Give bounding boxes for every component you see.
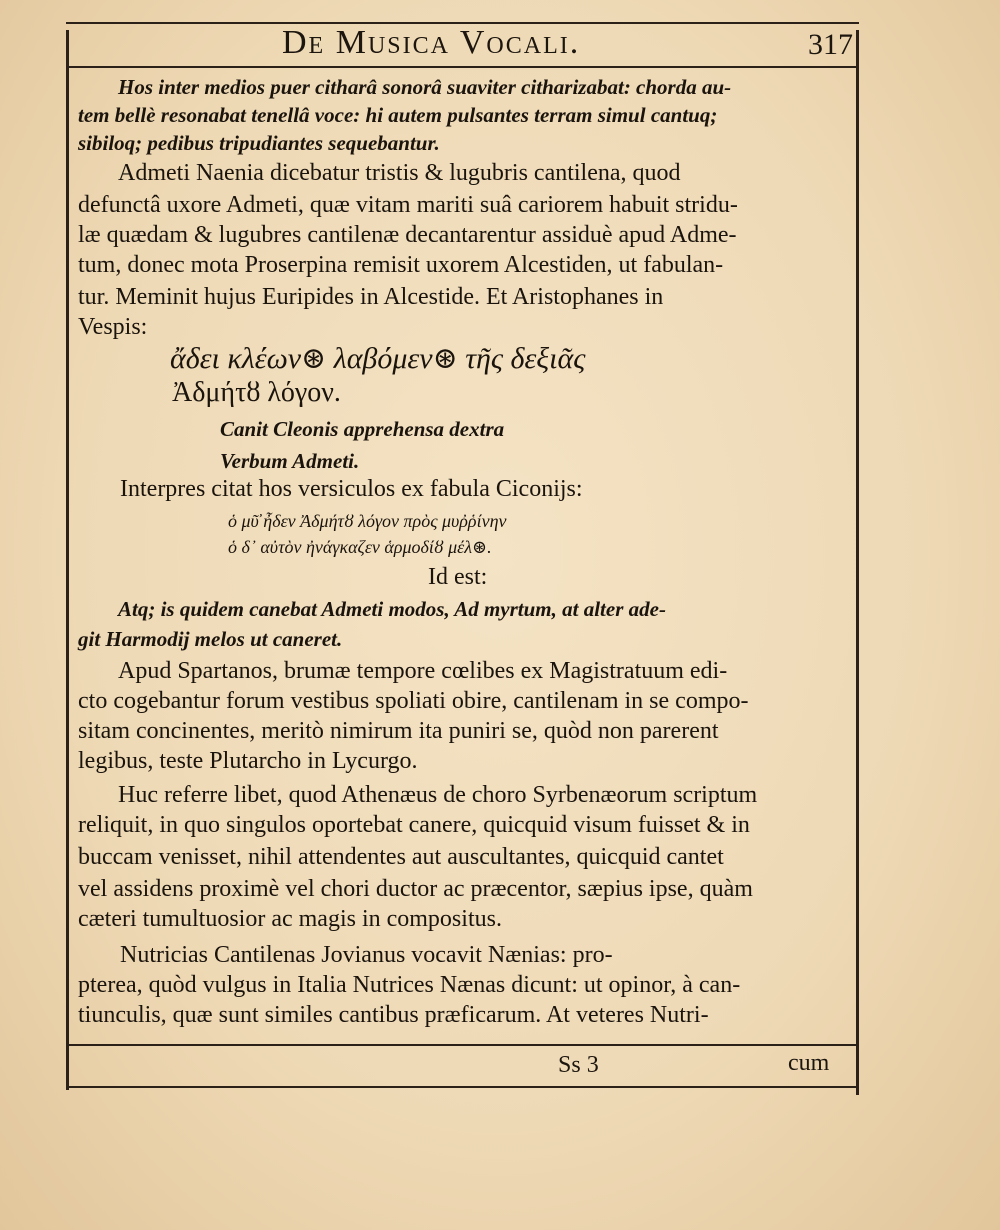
- text-line: tem bellè resonabat tenellâ voce: hi autem pulsantes terram simul cantuq;: [78, 103, 718, 127]
- header-rule: [66, 66, 859, 68]
- text-line: Canit Cleonis apprehensa dextra: [220, 417, 505, 441]
- text-line: git Harmodij melos ut caneret.: [78, 627, 343, 651]
- right-border-rule: [856, 30, 859, 1095]
- text-line: vel assidens proximè vel chori ductor ac præcentor, sæpius ipse, quàm: [78, 876, 753, 902]
- text-line: cæteri tumultuosior ac magis in compositus.: [78, 906, 502, 932]
- text-line: Huc referre libet, quod Athenæus de choro Syrbenæorum scriptum: [118, 782, 758, 808]
- text-line: ὁ δ᾽ αὐτὸν ἠνάγκαζεν ἁρμοδίȣ μέλ⊛.: [228, 537, 492, 557]
- text-line: tum, donec mota Proserpina remisit uxorem Alcestiden, ut fabulan-: [78, 252, 724, 278]
- text-line: Vespis:: [78, 314, 148, 340]
- text-line: reliquit, in quo singulos oportebat canere, quicquid visum fuisset & in: [78, 812, 750, 838]
- text-line: tur. Meminit hujus Euripides in Alcestide. Et Aristophanes in: [78, 284, 664, 310]
- running-header: De Musica Vocali.: [282, 24, 581, 61]
- page-number: 317: [808, 28, 853, 61]
- text-line: læ quædam & lugubres cantilenæ decantarentur assiduè apud Adme-: [78, 222, 737, 248]
- text-line: Verbum Admeti.: [220, 449, 360, 473]
- text-line: Interpres citat hos versiculos ex fabula Ciconijs:: [120, 476, 583, 502]
- catchword: cum: [788, 1050, 830, 1076]
- text-line: Ἀδμήτȣ λόγον.: [172, 377, 341, 408]
- text-line: cto cogebantur forum vestibus spoliati obire, cantilenam in se compo-: [78, 688, 749, 714]
- text-line: Apud Spartanos, brumæ tempore cœlibes ex Magistratuum edi-: [118, 658, 728, 684]
- text-line: legibus, teste Plutarcho in Lycurgo.: [78, 748, 418, 774]
- text-line: pterea, quòd vulgus in Italia Nutrices Nænas dicunt: ut opinor, à can-: [78, 972, 741, 998]
- text-line: Id est:: [428, 564, 488, 590]
- text-line: ἄδει κλέων⊛ λαβόμεν⊛ τῆς δεξιᾶς: [170, 342, 586, 375]
- text-line: ὁ μῦ̓ ἦδεν Ἀδμήτȣ λόγον πρὸς μυῤῥίνην: [228, 511, 507, 531]
- text-line: Nutricias Cantilenas Jovianus vocavit Nænias: pro-: [120, 942, 613, 968]
- text-line: sibiloq; pedibus tripudiantes sequebantur.: [78, 131, 440, 155]
- bottom-border-rule: [66, 1086, 859, 1088]
- signature-mark: Ss 3: [558, 1052, 599, 1078]
- text-line: buccam venisset, nihil attendentes aut auscultantes, quicquid cantet: [78, 844, 724, 870]
- text-line: Admeti Naenia dicebatur tristis & lugubris cantilena, quod: [118, 160, 681, 186]
- text-line: Hos inter medios puer citharâ sonorâ suaviter citharizabat: chorda au-: [118, 75, 732, 99]
- text-line: defunctâ uxore Admeti, quæ vitam mariti suâ cariorem habuit stridu-: [78, 192, 738, 218]
- text-line: sitam concinentes, meritò nimirum ita puniri se, quòd non parerent: [78, 718, 719, 744]
- text-line: Atq; is quidem canebat Admeti modos, Ad myrtum, at alter ade-: [118, 597, 666, 621]
- left-border-rule: [66, 30, 69, 1090]
- footer-rule: [66, 1044, 859, 1046]
- text-line: tiunculis, quæ sunt similes cantibus præficarum. At veteres Nutri-: [78, 1002, 709, 1028]
